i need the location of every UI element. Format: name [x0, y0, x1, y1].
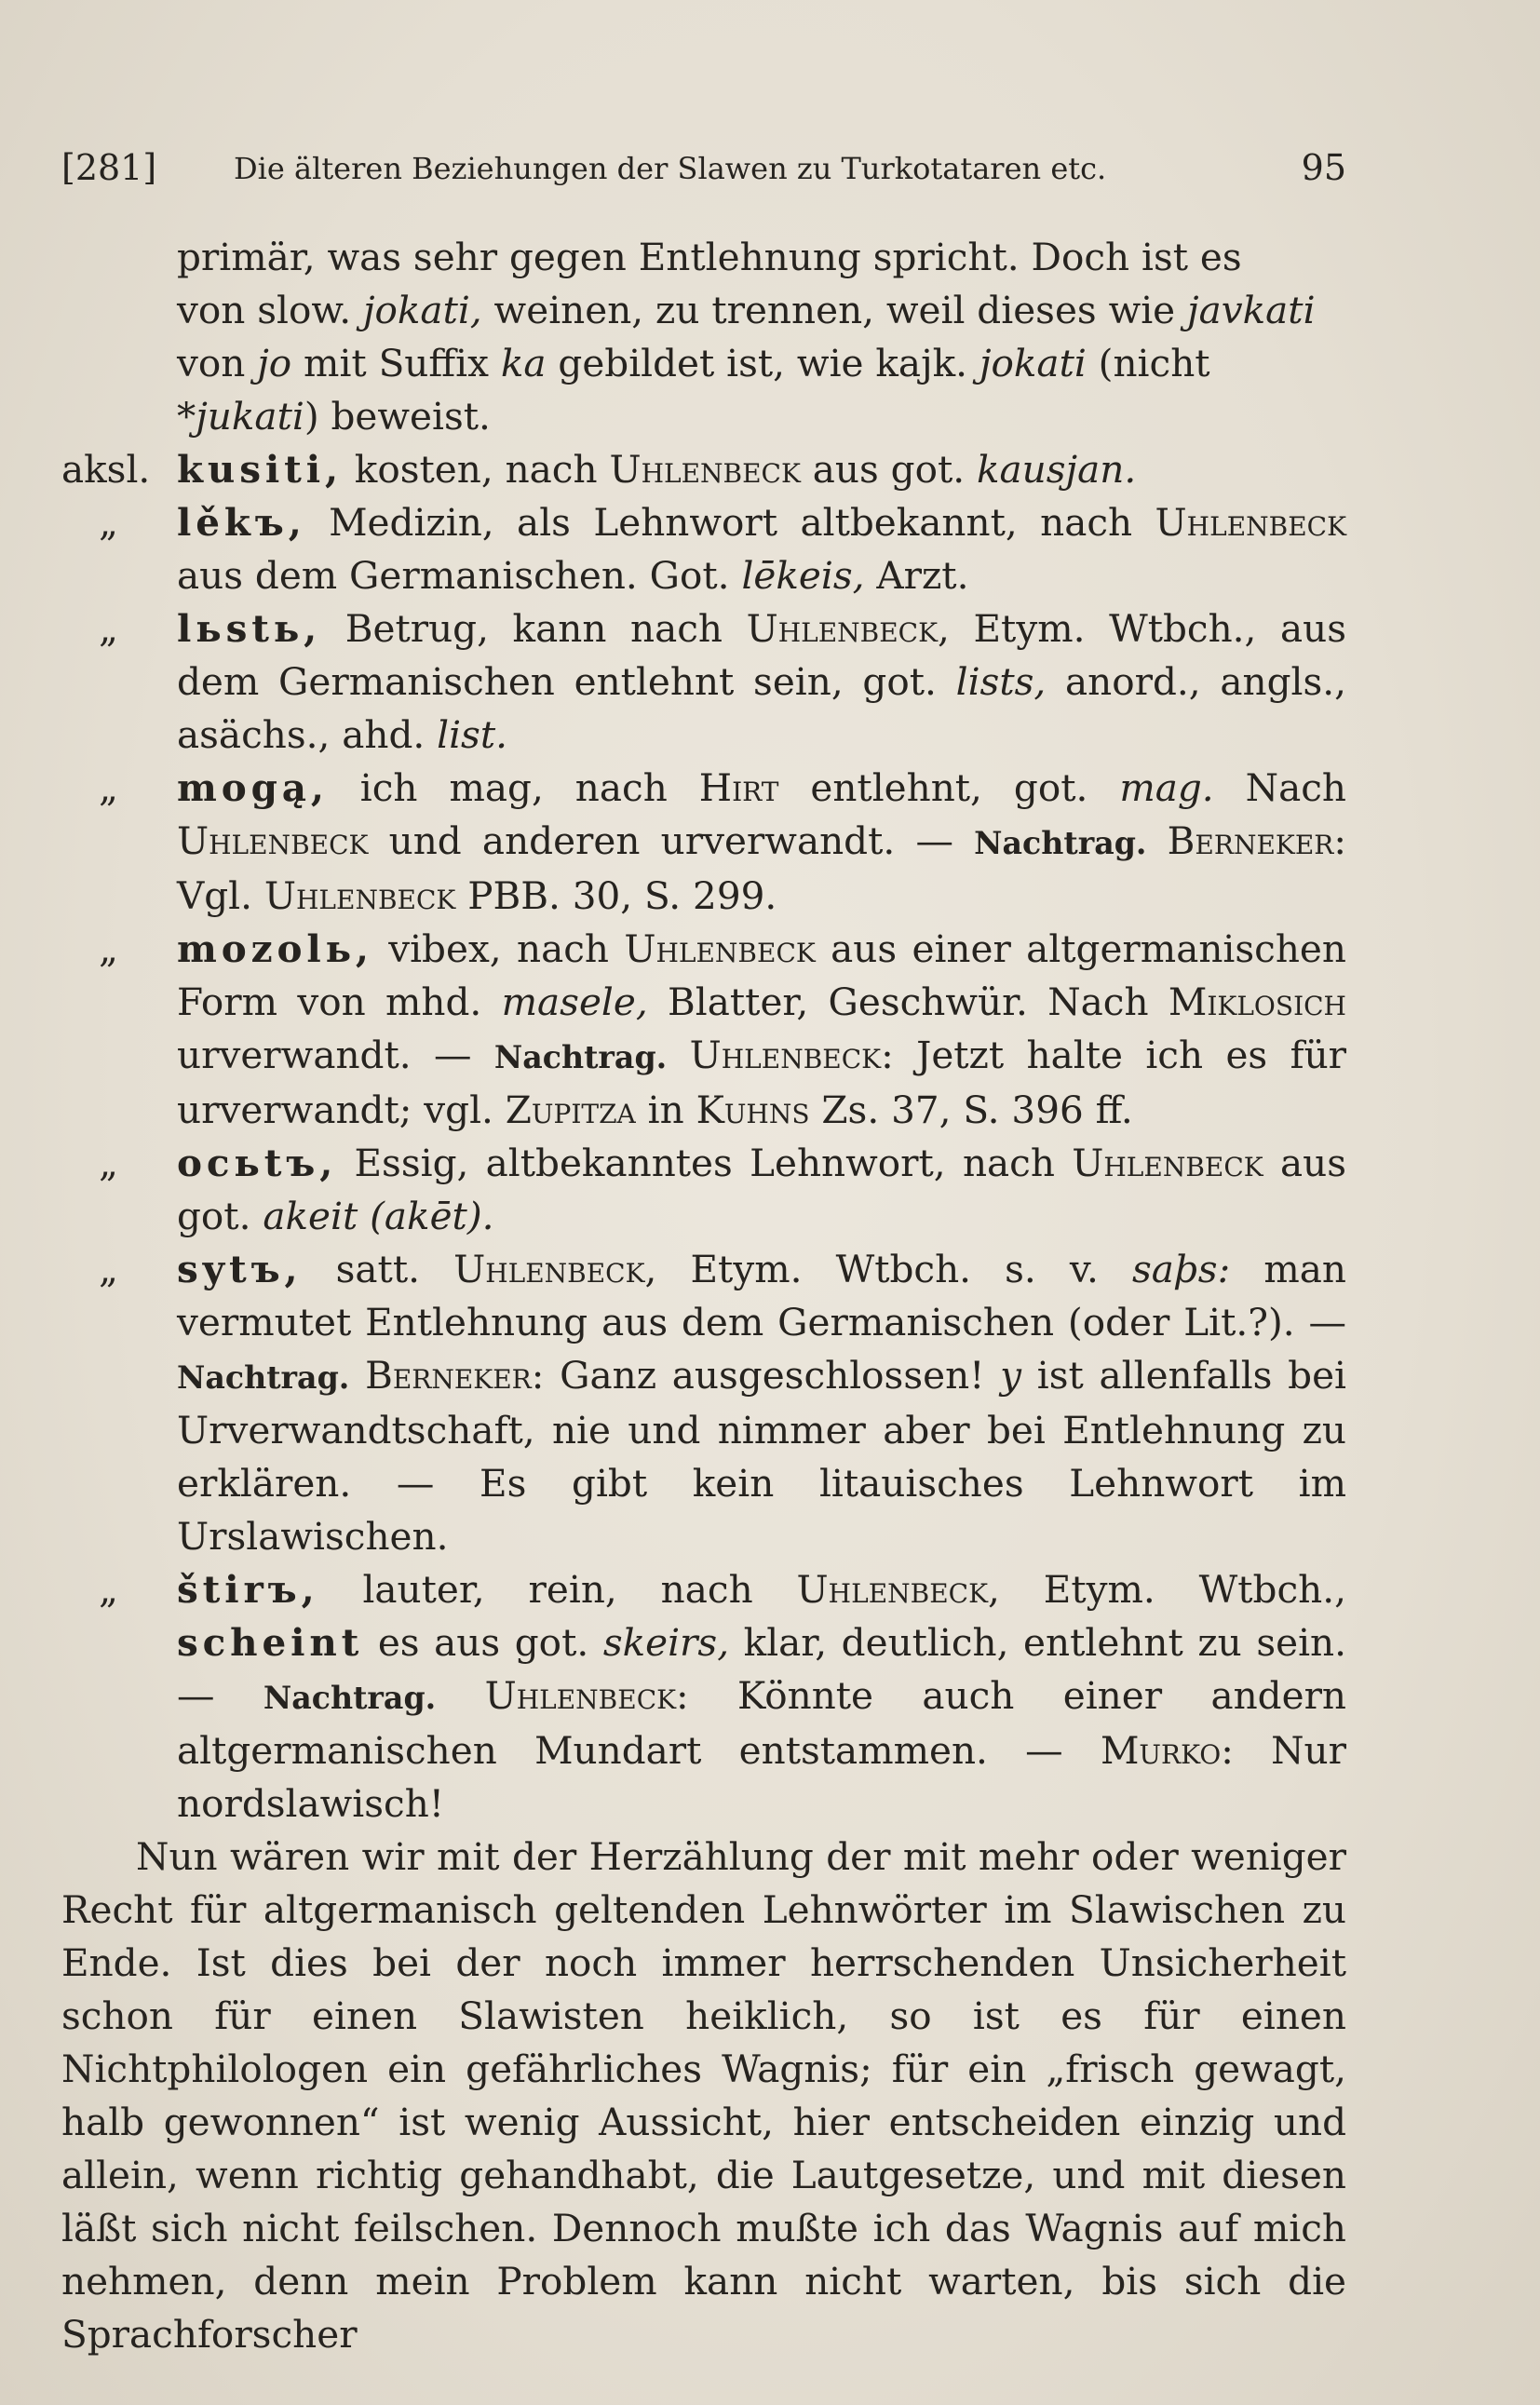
nachtrag-label: Nachtrag. — [263, 1680, 437, 1716]
lexicon-entry-moga: „ mogą, ich mag, nach Hirt entlehnt, got. mag. Nach Uhlenbeck und anderen urverwandt. — Nachtrag. Berneker: Vgl. Uhlenbeck PBB. 30, S. 299. — [61, 762, 1346, 923]
nachtrag-label: Nachtrag. — [493, 1039, 668, 1075]
headword: lěkъ, — [177, 500, 306, 545]
lexicon-entry-mozolu: „ mozolь, vibex, nach Uhlenbeck aus einer altgermanischen Form von mhd. masele, Blatter, Geschwür. Nach Miklosich urverwandt. — Nachtrag. Uhlenbeck: Jetzt halte ich es für urverwandt; vgl. Zupitza in Kuhns Zs. 37, S. 396 ff. — [61, 923, 1346, 1137]
lexicon-entry-stiru: „ štirъ, lauter, rein, nach Uhlenbeck, Etym. Wtbch., scheint es aus got. skeirs, klar, deutlich, entlehnt zu sein. — Nachtrag. Uhlenbeck: Könnte auch einer andern altgermanischen Mundart entstammen. — Murko: Nur nordslawisch! — [61, 1563, 1346, 1831]
author-name: Uhlenbeck — [624, 926, 816, 971]
headword: ocьtъ, — [177, 1141, 338, 1185]
lexicon-entry-ocutu: „ ocьtъ, Essig, altbekanntes Lehnwort, nach Uhlenbeck aus got. akeit (akēt). — [61, 1137, 1346, 1243]
author-name: Berneker — [365, 1353, 532, 1398]
page-number: 95 — [1301, 147, 1346, 188]
author-name: Miklosich — [1168, 980, 1346, 1024]
author-name: Berneker — [1167, 818, 1334, 863]
headword: lьstь, — [177, 606, 322, 651]
page-header — [61, 147, 1346, 197]
author-name: Kuhns — [696, 1088, 810, 1132]
spaced-emphasis: scheint — [177, 1620, 364, 1665]
nachtrag-label: Nachtrag. — [177, 1359, 350, 1396]
intro-line: von slow. jokati, weinen, zu trennen, weil dieses wie javkati — [177, 288, 1316, 332]
intro-line: primär, was sehr gegen Entlehnung spricht. Doch ist es — [177, 235, 1242, 279]
lexicon-entry-leku: „ lěkъ, Medizin, als Lehnwort altbekannt, nach Uhlenbeck aus dem Germanischen. Got. lēkeis, Arzt. — [61, 496, 1346, 602]
ditto-marker: „ — [99, 1141, 118, 1185]
author-name: Zupitza — [505, 1088, 636, 1132]
closing-paragraph: Nun wären wir mit der Herzählung der mit mehr oder weniger Recht für altgermanisch geltenden Lehnwörter im Slawischen zu Ende. Ist dies bei der noch immer herrschenden Unsicherheit schon für einen Slawisten heiklich, so ist es für einen Nichtphilologen ein gefährliches Wagnis; für ein „frisch gewagt, halb gewonnen“ ist wenig Aussicht, hier entscheiden einzig und allein, wenn richtig gehandhabt, die Lautgesetze, und mit diesen läßt sich nicht feilschen. Dennoch mußte ich das Wagnis auf mich nehmen, denn mein Problem kann nicht warten, bis sich die Sprachforscher — [61, 1834, 1346, 2357]
author-name: Uhlenbeck — [746, 606, 939, 651]
ditto-marker: „ — [99, 1247, 118, 1291]
ditto-marker: „ — [99, 926, 118, 971]
headword: mogą, — [177, 765, 329, 810]
author-name: Uhlenbeck — [609, 447, 801, 492]
nachtrag-label: Nachtrag. — [974, 825, 1147, 861]
author-name: Uhlenbeck — [484, 1673, 677, 1718]
lexicon-entry-kusiti: aksl. kusiti, kosten, nach Uhlenbeck aus got. kausjan. — [61, 443, 1346, 496]
lexicon-entry-lustu: „ lьstь, Betrug, kann nach Uhlenbeck, Etym. Wtbch., aus dem Germanischen entlehnt sein, got. lists, anord., angls., asächs., ahd. list. — [61, 602, 1346, 762]
author-name: Uhlenbeck — [1155, 500, 1346, 545]
headword: mozolь, — [177, 926, 373, 971]
ditto-marker: „ — [99, 765, 118, 810]
intro-line: *jukati) beweist. — [177, 394, 491, 439]
entry-marker: aksl. — [61, 447, 151, 492]
lexicon-entry-sytu: „ sytъ, satt. Uhlenbeck, Etym. Wtbch. s. v. saþs: man vermutet Entlehnung aus dem Germanischen (oder Lit.?). — Nachtrag. Berneker: Ganz ausgeschlossen! y ist allenfalls bei Urverwandtschaft, nie und nimmer aber bei Entlehnung zu erklären. — Es gibt kein litauisches Lehnwort im Urslawischen. — [61, 1243, 1346, 1563]
author-name: Uhlenbeck — [1072, 1141, 1263, 1185]
intro-continuation — [177, 231, 1346, 443]
author-name: Uhlenbeck — [689, 1033, 882, 1077]
section-number: [281] — [61, 147, 157, 188]
page-body — [61, 231, 1346, 2399]
headword: sytъ, — [177, 1247, 303, 1291]
ditto-marker: „ — [99, 606, 118, 651]
running-title: Die älteren Beziehungen der Slawen zu Turkotataren etc. — [234, 151, 1107, 186]
headword: štirъ, — [177, 1567, 319, 1612]
author-name: Uhlenbeck — [177, 818, 369, 863]
headword: kusiti, — [177, 447, 343, 492]
author-name: Murko — [1100, 1728, 1222, 1773]
intro-line: von jo mit Suffix ka gebildet ist, wie kajk. jokati (nicht — [177, 341, 1210, 385]
author-name: Uhlenbeck — [263, 873, 456, 918]
author-name: Uhlenbeck — [796, 1567, 988, 1612]
ditto-marker: „ — [99, 1567, 118, 1612]
author-name: Hirt — [698, 765, 779, 810]
author-name: Uhlenbeck — [453, 1247, 645, 1291]
ditto-marker: „ — [99, 500, 118, 545]
